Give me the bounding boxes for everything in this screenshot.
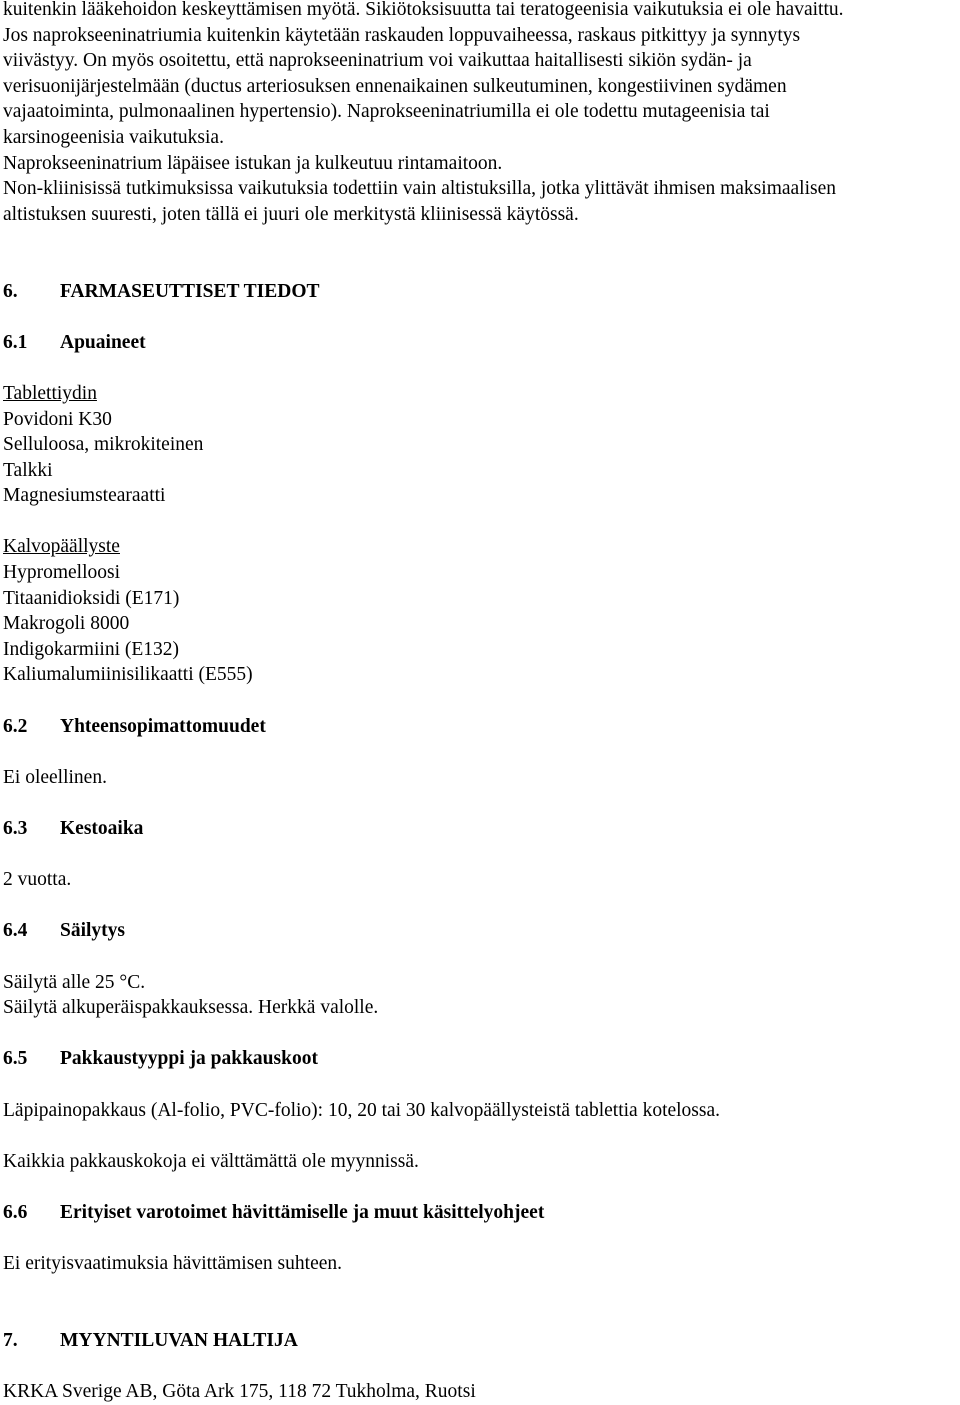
- text-line: vajaatoiminta, pulmonaalinen hypertensio). Naprokseeninatriumilla ei ole todettu mutageenisia tai: [3, 101, 770, 123]
- section-number: 6.4: [3, 920, 28, 942]
- section-title: Yhteensopimattomuudet: [60, 715, 266, 737]
- section-title: Kestoaika: [60, 818, 144, 839]
- section-7-heading: [3, 1328, 953, 1354]
- section-6-5-heading: [3, 1046, 953, 1072]
- section-6-2-heading: [3, 714, 953, 740]
- text-line: altistuksen suuresti, joten tällä ei juuri ole merkitystä kliinisessä käytössä.: [3, 203, 579, 225]
- section-6-heading: [3, 279, 953, 305]
- section-number: 6.: [3, 280, 18, 302]
- film-coating-heading: Kalvopäällyste: [3, 536, 120, 558]
- section-text: Säilytä alle 25 °C.: [3, 971, 146, 993]
- section-title: Säilytys: [60, 920, 126, 942]
- section-text: Kaikkia pakkauskokoja ei välttämättä ole myynnissä.: [3, 1150, 419, 1172]
- marketing-authorisation-holder: KRKA Sverige AB, Göta Ark 175, 118 72 Tukholma, Ruotsi: [3, 1381, 476, 1403]
- text-line: viivästyy. On myös osoitettu, että naprokseeninatrium voi vaikuttaa haitallisesti sikiön sydän- ja: [3, 50, 752, 72]
- section-number: 6.1: [3, 331, 28, 353]
- list-item: Indigokarmiini (E132): [3, 638, 180, 660]
- section-6-6-heading: [3, 1200, 953, 1226]
- section-title: MYYNTILUVAN HALTIJA: [60, 1329, 298, 1351]
- list-item: Talkki: [3, 459, 53, 481]
- intro-paragraph: [3, 0, 953, 227]
- section-6-4-heading: [3, 918, 953, 944]
- section-title: Pakkaustyyppi ja pakkauskoot: [60, 1048, 318, 1070]
- list-item: Selluloosa, mikrokiteinen: [3, 434, 204, 456]
- list-item: Hypromelloosi: [3, 562, 120, 584]
- list-item: Titaanidioksidi (E171): [3, 587, 180, 609]
- text-line: Non-kliinisissä tutkimuksissa vaikutuksia todettiin vain altistuksilla, jotka ylittävät ihmisen maksimaalisen: [3, 178, 836, 200]
- tablet-core-heading: Tablettiydin: [3, 382, 97, 404]
- list-item: Magnesiumstearaatti: [3, 485, 166, 507]
- section-text: Ei erityisvaatimuksia hävittämisen suhteen.: [3, 1253, 343, 1275]
- section-number: 6.2: [3, 715, 28, 737]
- section-title: Apuaineet: [60, 331, 146, 353]
- text-line: Jos naprokseeninatriumia kuitenkin käytetään raskauden loppuvaiheessa, raskaus pitkittyy ja synnytys: [3, 24, 801, 46]
- section-number: 6.6: [3, 1201, 28, 1223]
- list-item: Kaliumalumiinisilikaatti (E555): [3, 664, 253, 686]
- text-line: Naprokseeninatrium läpäisee istukan ja kulkeutuu rintamaitoon.: [3, 152, 503, 174]
- section-text: Ei oleellinen.: [3, 766, 107, 788]
- text-line: kuitenkin lääkehoidon keskeyttämisen myötä. Sikiötoksisuutta tai teratogeenisia vaikutuksia ei ole havaittu.: [3, 0, 844, 20]
- section-6-3-heading: [3, 816, 953, 842]
- section-text: Säilytä alkuperäispakkauksessa. Herkkä valolle.: [3, 997, 379, 1019]
- text-line: verisuonijärjestelmään (ductus arteriosuksen ennenaikainen sulkeutuminen, kongestiivinen sydämen: [3, 75, 787, 97]
- section-6-1-heading: [3, 330, 953, 356]
- section-number: 7.: [3, 1329, 18, 1351]
- section-number: 6.3: [3, 818, 28, 839]
- list-item: Makrogoli 8000: [3, 613, 130, 635]
- document-page: [3, 0, 953, 1405]
- section-text: 2 vuotta.: [3, 869, 72, 891]
- section-text: Läpipainopakkaus (Al-folio, PVC-folio): 10, 20 tai 30 kalvopäällysteistä tablettia kotelossa.: [3, 1099, 721, 1121]
- text-line: karsinogeenisia vaikutuksia.: [3, 126, 224, 148]
- list-item: Povidoni K30: [3, 408, 112, 430]
- section-title: FARMASEUTTISET TIEDOT: [60, 280, 320, 302]
- section-number: 6.5: [3, 1048, 28, 1070]
- section-title: Erityiset varotoimet hävittämiselle ja muut käsittelyohjeet: [60, 1201, 545, 1223]
